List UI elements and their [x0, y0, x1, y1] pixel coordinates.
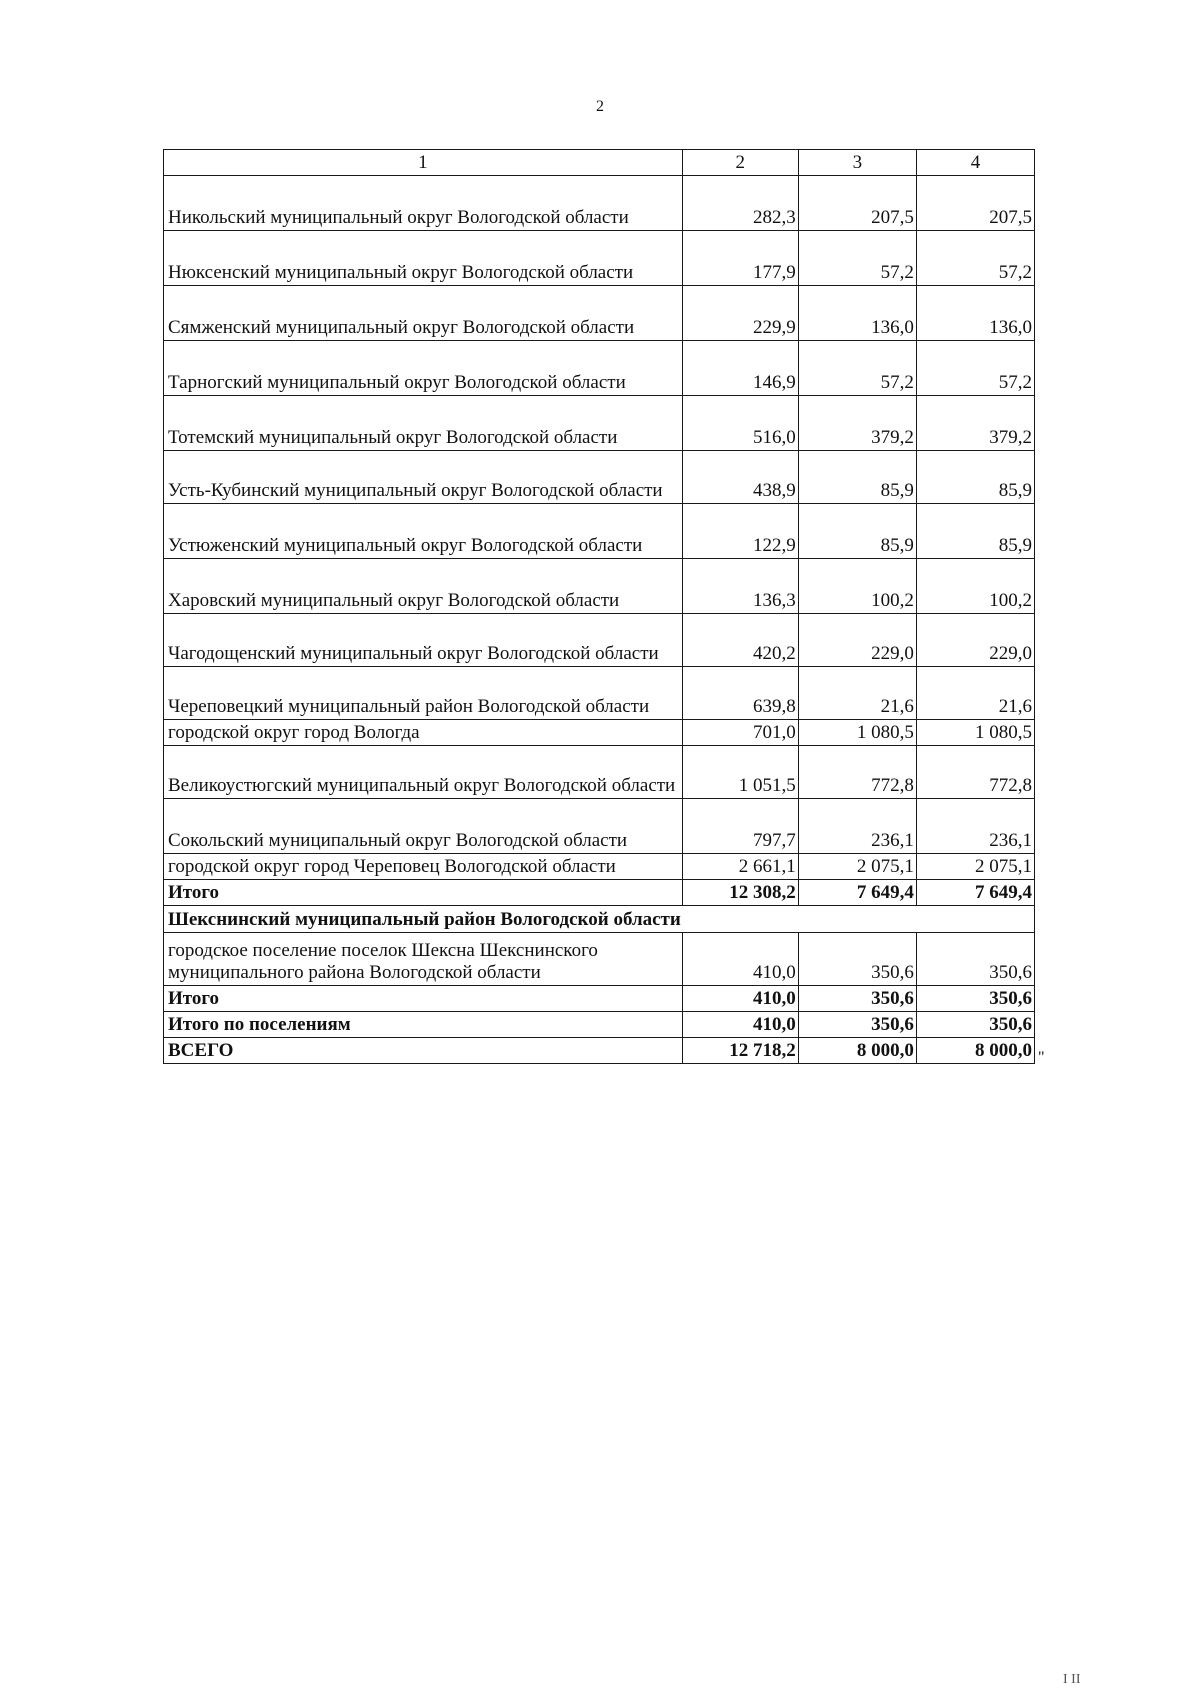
row-label: Итого	[164, 986, 683, 1012]
cell-col-3: 350,6	[798, 986, 916, 1012]
cell-col-4: 1 080,5	[916, 720, 1034, 746]
cell-col-2: 12 718,2	[682, 1038, 798, 1064]
allocation-table	[163, 149, 1035, 1064]
table-row	[164, 799, 1035, 854]
row-label: Сямженский муниципальный округ Вологодской области	[164, 286, 683, 341]
total-row	[164, 986, 1035, 1012]
cell-col-3: 57,2	[798, 341, 916, 396]
table-row	[164, 720, 1035, 746]
closing-quote: "	[1038, 1049, 1045, 1066]
column-header-3: 3	[798, 150, 916, 176]
table-body	[164, 150, 1035, 1064]
row-label: Итого по поселениям	[164, 1012, 683, 1038]
table-row	[164, 396, 1035, 451]
cell-col-2: 516,0	[682, 396, 798, 451]
table-row	[164, 341, 1035, 396]
row-label: Харовский муниципальный округ Вологодской области	[164, 559, 683, 614]
cell-col-3: 236,1	[798, 799, 916, 854]
cell-col-4: 21,6	[916, 667, 1034, 720]
total-row	[164, 880, 1035, 906]
cell-col-2: 797,7	[682, 799, 798, 854]
table-row	[164, 504, 1035, 559]
cell-col-2: 282,3	[682, 176, 798, 231]
cell-col-2: 177,9	[682, 231, 798, 286]
cell-col-4: 85,9	[916, 451, 1034, 504]
cell-col-3: 350,6	[798, 933, 916, 986]
cell-col-3: 350,6	[798, 1012, 916, 1038]
column-header-2: 2	[682, 150, 798, 176]
cell-col-3: 7 649,4	[798, 880, 916, 906]
row-label: Чагодощенский муниципальный округ Вологодской области	[164, 614, 683, 667]
table-row	[164, 854, 1035, 880]
total-row	[164, 1012, 1035, 1038]
cell-col-4: 8 000,0	[916, 1038, 1034, 1064]
row-label: Сокольский муниципальный округ Вологодской области	[164, 799, 683, 854]
cell-col-2: 410,0	[682, 933, 798, 986]
cell-col-4: 379,2	[916, 396, 1034, 451]
cell-col-4: 350,6	[916, 1012, 1034, 1038]
row-label: Никольский муниципальный округ Вологодской области	[164, 176, 683, 231]
table-row	[164, 231, 1035, 286]
column-header-1: 1	[164, 150, 683, 176]
edge-scan-mark: I II	[1063, 1672, 1081, 1687]
cell-col-2: 438,9	[682, 451, 798, 504]
row-label: Итого	[164, 880, 683, 906]
table-row	[164, 614, 1035, 667]
row-label: Устюженский муниципальный округ Вологодской области	[164, 504, 683, 559]
total-row	[164, 1038, 1035, 1064]
row-label: ВСЕГО	[164, 1038, 683, 1064]
section-header-row	[164, 906, 1035, 933]
table-row	[164, 667, 1035, 720]
page-number: 2	[596, 98, 604, 115]
row-label: Тотемский муниципальный округ Вологодской области	[164, 396, 683, 451]
cell-col-4: 2 075,1	[916, 854, 1034, 880]
cell-col-4: 772,8	[916, 746, 1034, 799]
cell-col-2: 2 661,1	[682, 854, 798, 880]
cell-col-3: 136,0	[798, 286, 916, 341]
table-row	[164, 746, 1035, 799]
cell-col-2: 410,0	[682, 986, 798, 1012]
cell-col-4: 229,0	[916, 614, 1034, 667]
row-label: Великоустюгский муниципальный округ Вологодской области	[164, 746, 683, 799]
cell-col-2: 420,2	[682, 614, 798, 667]
table-row	[164, 286, 1035, 341]
cell-col-3: 21,6	[798, 667, 916, 720]
row-label: Нюксенский муниципальный округ Вологодской области	[164, 231, 683, 286]
cell-col-3: 2 075,1	[798, 854, 916, 880]
cell-col-3: 85,9	[798, 451, 916, 504]
cell-col-2: 136,3	[682, 559, 798, 614]
cell-col-2: 12 308,2	[682, 880, 798, 906]
row-label: городской округ город Вологда	[164, 720, 683, 746]
cell-col-3: 379,2	[798, 396, 916, 451]
row-label: Череповецкий муниципальный район Вологодской области	[164, 667, 683, 720]
cell-col-2: 122,9	[682, 504, 798, 559]
cell-col-4: 350,6	[916, 986, 1034, 1012]
cell-col-3: 8 000,0	[798, 1038, 916, 1064]
cell-col-2: 146,9	[682, 341, 798, 396]
cell-col-4: 350,6	[916, 933, 1034, 986]
cell-col-2: 229,9	[682, 286, 798, 341]
table-row	[164, 176, 1035, 231]
cell-col-2: 701,0	[682, 720, 798, 746]
cell-col-4: 57,2	[916, 341, 1034, 396]
cell-col-4: 236,1	[916, 799, 1034, 854]
cell-col-3: 57,2	[798, 231, 916, 286]
cell-col-3: 772,8	[798, 746, 916, 799]
table-header-row	[164, 150, 1035, 176]
row-label: Усть-Кубинский муниципальный округ Вологодской области	[164, 451, 683, 504]
row-label: городской округ город Череповец Вологодской области	[164, 854, 683, 880]
cell-col-4: 85,9	[916, 504, 1034, 559]
cell-col-2: 1 051,5	[682, 746, 798, 799]
cell-col-4: 57,2	[916, 231, 1034, 286]
row-label: Тарногский муниципальный округ Вологодской области	[164, 341, 683, 396]
cell-col-3: 100,2	[798, 559, 916, 614]
cell-col-3: 1 080,5	[798, 720, 916, 746]
section-title: Шекснинский муниципальный район Вологодской области	[164, 906, 1035, 933]
row-label: городское поселение поселок Шексна Шекснинского муниципального района Вологодской области	[164, 933, 683, 986]
column-header-4: 4	[916, 150, 1034, 176]
cell-col-4: 100,2	[916, 559, 1034, 614]
table-row	[164, 559, 1035, 614]
cell-col-4: 136,0	[916, 286, 1034, 341]
cell-col-4: 207,5	[916, 176, 1034, 231]
table-row	[164, 933, 1035, 986]
cell-col-3: 207,5	[798, 176, 916, 231]
cell-col-4: 7 649,4	[916, 880, 1034, 906]
cell-col-3: 229,0	[798, 614, 916, 667]
cell-col-3: 85,9	[798, 504, 916, 559]
cell-col-2: 639,8	[682, 667, 798, 720]
table-row	[164, 451, 1035, 504]
cell-col-2: 410,0	[682, 1012, 798, 1038]
